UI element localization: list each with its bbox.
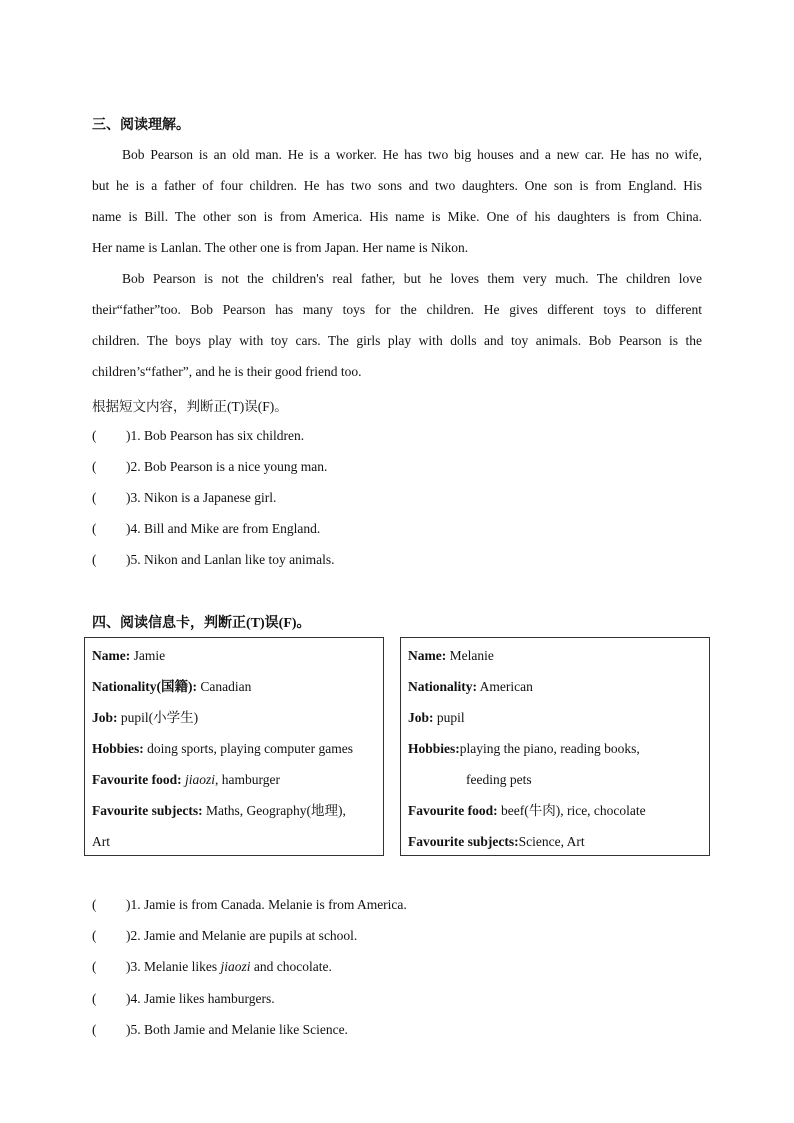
question-text: )3. Melanie likes: [126, 959, 221, 974]
card-row-name: Name: Jamie: [92, 648, 166, 663]
question-row: [92, 1014, 348, 1045]
info-card-jamie: [84, 637, 384, 856]
question-text-italic: jiaozi: [220, 959, 251, 974]
answer-blank[interactable]: (: [92, 991, 97, 1006]
card-row-subjects: Favourite subjects:Science, Art: [408, 834, 585, 849]
question-text: )3. Nikon is a Japanese girl.: [126, 490, 277, 505]
card-row-hobbies: Hobbies: doing sports, playing computer games: [92, 741, 353, 756]
passage-line: name is Bill. The other son is from America. His name is Mike. One of his daughters is from China.: [92, 209, 702, 224]
card-row-nationality: Nationality(国籍): Canadian: [92, 679, 252, 694]
card-row-nationality: Nationality: American: [408, 679, 533, 694]
passage-line: children. The boys play with toy cars. The girls play with dolls and toy animals. Bob Pearson is the: [92, 333, 702, 348]
question-row: [92, 482, 276, 513]
answer-blank[interactable]: (: [92, 428, 97, 443]
card-row-job: Job: pupil: [408, 710, 465, 725]
question-text-tail: and chocolate.: [250, 959, 332, 974]
question-row: [92, 544, 334, 575]
question-text: )2. Jamie and Melanie are pupils at school.: [126, 928, 358, 943]
question-row: [92, 983, 275, 1014]
answer-blank[interactable]: (: [92, 1022, 97, 1037]
question-text: )1. Bob Pearson has six children.: [126, 428, 305, 443]
answer-blank[interactable]: (: [92, 490, 97, 505]
question-text: )4. Jamie likes hamburgers.: [126, 991, 275, 1006]
question-text: )2. Bob Pearson is a nice young man.: [126, 459, 328, 474]
reading-passage: [92, 139, 702, 387]
card-row-food: Favourite food: beef(牛肉), rice, chocolate: [408, 803, 646, 818]
section-3-instruction: 根据短文内容，判断正(T)误(F)。: [92, 399, 288, 414]
card-row-subjects-cont: Art: [92, 834, 110, 849]
card-row-hobbies-cont: feeding pets: [466, 772, 532, 787]
question-row: [92, 920, 357, 951]
card-row-food: Favourite food: jiaozi, hamburger: [92, 772, 280, 787]
passage-line: children’s“father”, and he is their good friend too.: [92, 364, 362, 379]
card-row-subjects: Favourite subjects: Maths, Geography(地理),: [92, 803, 346, 818]
question-row: [92, 889, 407, 920]
section-4-title: 四、阅读信息卡，判断正(T)误(F)。: [92, 616, 311, 631]
answer-blank[interactable]: (: [92, 552, 97, 567]
passage-line: but he is a father of four children. He has two sons and two daughters. One son is from England. His: [92, 178, 702, 193]
info-card-melanie: [400, 637, 710, 856]
passage-line: Her name is Lanlan. The other one is from Japan. Her name is Nikon.: [92, 240, 469, 255]
question-row: [92, 451, 327, 482]
answer-blank[interactable]: (: [92, 928, 97, 943]
card-row-hobbies: Hobbies:playing the piano, reading books,: [408, 741, 640, 756]
answer-blank[interactable]: (: [92, 897, 97, 912]
section-3-title: 三、阅读理解。: [92, 118, 190, 133]
passage-line: Bob Pearson is an old man. He is a worker. He has two big houses and a new car. He has no wife,: [122, 147, 702, 162]
question-row: [92, 951, 332, 982]
question-row: [92, 420, 304, 451]
answer-blank[interactable]: (: [92, 459, 97, 474]
question-text: )4. Bill and Mike are from England.: [126, 521, 321, 536]
question-text: )5. Nikon and Lanlan like toy animals.: [126, 552, 335, 567]
answer-blank[interactable]: (: [92, 959, 97, 974]
passage-line: Bob Pearson is not the children's real father, but he loves them very much. The children love: [122, 271, 702, 286]
card-row-name: Name: Melanie: [408, 648, 494, 663]
card-row-job: Job: pupil(小学生): [92, 710, 199, 725]
question-text: )5. Both Jamie and Melanie like Science.: [126, 1022, 348, 1037]
passage-line: their“father”too. Bob Pearson has many toys for the children. He gives different toys to different: [92, 302, 702, 317]
answer-blank[interactable]: (: [92, 521, 97, 536]
question-text: )1. Jamie is from Canada. Melanie is from America.: [126, 897, 407, 912]
question-row: [92, 513, 320, 544]
